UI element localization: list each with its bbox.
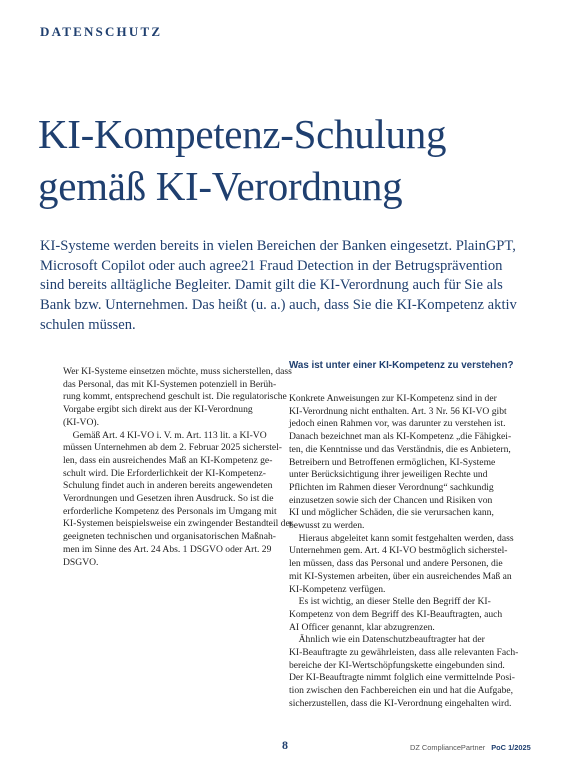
body-line: KI und möglicher Schäden, die sie verursachen kann, — [289, 507, 494, 519]
lead-paragraph — [40, 237, 540, 336]
title-line: KI-Kompetenz-Schulung — [38, 111, 447, 157]
body-line: Danach bezeichnet man als KI-Kompetenz „die Fähigkei- — [289, 431, 512, 443]
section-subheading: Was ist unter einer KI-Kompetenz zu verstehen? — [289, 360, 514, 371]
body-line: men im Sinne des Art. 24 Abs. 1 DSGVO oder Art. 29 — [63, 543, 272, 555]
lead-line: schulen müssen. — [40, 316, 136, 333]
body-line: Pflichten im Rahmen dieser Verordnung“ sachkundig — [289, 481, 494, 493]
left-column — [63, 366, 293, 569]
body-line: KI-Verordnung nicht enthalten. Art. 3 Nr. 56 KI-VO gibt — [289, 405, 507, 417]
body-line: Schulung findet auch in anderen bereits angewendeten — [63, 480, 273, 492]
body-line: ten, die Kenntnisse und das Verständnis, die es Anbietern, — [289, 443, 511, 455]
lead-line: Bank bzw. Unternehmen. Das heißt (u. a.) auch, dass Sie die KI-Kompetenz aktiv — [40, 297, 517, 314]
body-line: Wer KI-Systeme einsetzen möchte, muss sicherstellen, dass — [63, 366, 292, 377]
lead-line: Microsoft Copilot oder auch agree21 Fraud Detection in der Betrugsprävention — [40, 257, 503, 274]
body-line: AI Officer genannt, klar abzugrenzen. — [289, 621, 435, 633]
body-line: Konkrete Anweisungen zur KI-Kompetenz sind in der — [289, 393, 497, 404]
body-line: Unternehmen gem. Art. 4 KI-VO bestmöglich sicherstel- — [289, 545, 508, 557]
body-line: Betreibern und Betroffenen ermöglichen, KI-Systeme — [289, 456, 496, 468]
footer-brand — [410, 743, 531, 752]
body-line: len müssen, dass das Personal und andere Personen, die — [289, 558, 503, 570]
body-line: len, dass ein ausreichendes Maß an KI-Kompetenz ge- — [63, 454, 273, 466]
page-number: 8 — [282, 738, 288, 752]
body-line: Es ist wichtig, an dieser Stelle den Begriff der KI- — [289, 596, 491, 608]
lead-line: sind bereits alltägliche Begleiter. Damit gilt die KI-Verordnung auch für Sie als — [40, 277, 503, 294]
section-label: DATENSCHUTZ — [40, 24, 163, 39]
body-line: KI-Kompetenz verfügen. — [289, 583, 386, 595]
body-line: mit KI-Systemen arbeiten, über ein ausreichendes Maß an — [289, 570, 512, 582]
body-line: tion zwischen den Fachbereichen ein und hat die Aufgabe, — [289, 685, 514, 697]
body-line: geeigneten technischen und organisatorischen Maßnah- — [63, 531, 276, 543]
body-line: rung kommt, entsprechend geschult ist. Die regulatorische — [63, 391, 287, 403]
body-line: das Personal, das mit KI-Systemen potenziell in Berüh- — [63, 378, 277, 390]
body-line: Ähnlich wie ein Datenschutzbeauftragter hat der — [289, 634, 485, 646]
article-title — [38, 108, 558, 212]
body-line: schult wird. Die Erforderlichkeit der KI-Kompetenz- — [63, 467, 266, 479]
body-line: Verordnungen und Gesetzen ihren Ausdruck. So ist die — [63, 493, 274, 505]
body-line: Vorgabe ergibt sich direkt aus der KI-Verordnung — [63, 404, 253, 416]
body-line: bereiche der KI-Wertschöpfungskette eingebunden sind. — [289, 659, 505, 671]
body-line: DSGVO. — [63, 556, 99, 568]
issue-label: PoC 1/2025 — [491, 743, 531, 752]
body-line: Gemäß Art. 4 KI-VO i. V. m. Art. 113 lit. a KI-VO — [63, 429, 267, 441]
brand-name: DZ CompliancePartner — [410, 743, 486, 752]
body-line: bewusst zu werden. — [289, 520, 365, 532]
body-line: KI-Beauftragte zu gewährleisten, dass alle relevanten Fach- — [289, 647, 519, 659]
body-line: jedoch einen Rahmen vor, was darunter zu verstehen ist. — [289, 418, 506, 430]
body-line: Hieraus abgeleitet kann somit festgehalten werden, dass — [289, 532, 514, 544]
body-line: Der KI-Beauftragte nimmt folglich eine vermittelnde Posi- — [289, 672, 515, 684]
body-line: müssen Unternehmen ab dem 2. Februar 2025 sicherstel- — [63, 442, 282, 454]
body-line: unter Berücksichtigung ihrer jeweiligen Rechte und — [289, 469, 488, 481]
body-line: sicherzustellen, dass die KI-Verordnung eingehalten wird. — [289, 697, 512, 709]
body-line: KI-Systemen beispielsweise ein zwingender Bestandteil der — [63, 518, 293, 530]
lead-line: KI-Systeme werden bereits in vielen Bereichen der Banken eingesetzt. PlainGPT, — [40, 238, 516, 254]
body-line: einzusetzen sowie sich der Chancen und Risiken von — [289, 494, 493, 506]
body-line: Kompetenz von dem Begriff des KI-Beauftragten, auch — [289, 608, 503, 620]
body-line: (KI-VO). — [63, 416, 99, 428]
body-line: erforderliche Kompetenz des Personals im Umgang mit — [63, 505, 277, 517]
title-line: gemäß KI-Verordnung — [38, 163, 403, 209]
right-column — [289, 393, 519, 711]
